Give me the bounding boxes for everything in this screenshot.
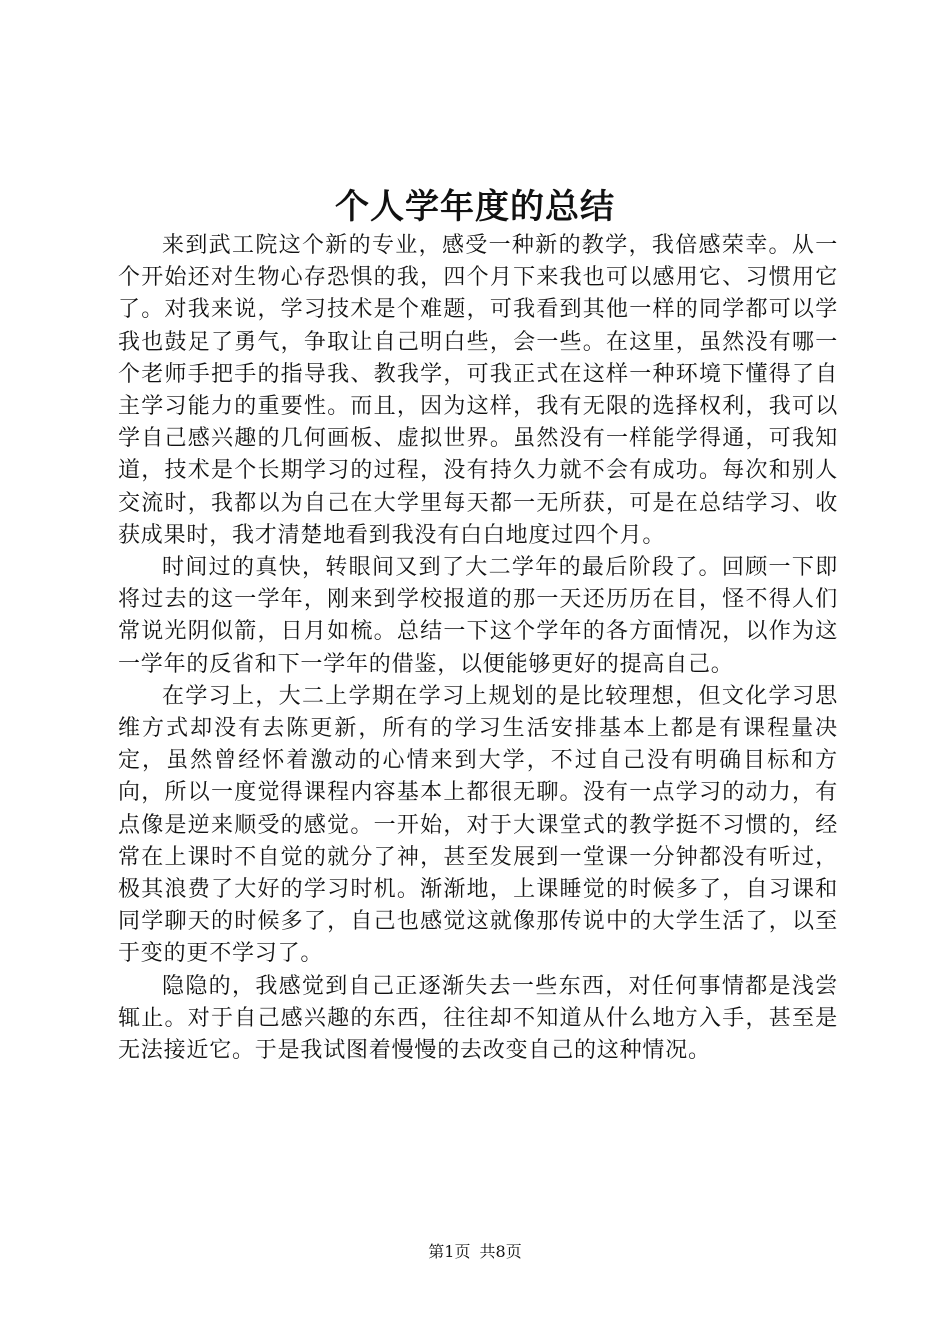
paragraph-1: 来到武工院这个新的专业，感受一种新的教学，我倍感荣幸。从一个开始还对生物心存恐惧的我，四个月下来我也可以感用它、习惯用它了。对我来说，学习技术是个难题，可我看到其他一样的同学都可以学我也鼓足了勇气，争取让自己明白些，会一些。在这里，虽然没有哪一个老师手把手的指导我、教我学，可我正式在这样一种环境下懂得了自主学习能力的重要性。而且，因为这样，我有无限的选择权利，我可以学自己感兴趣的几何画板、虚拟世界。虽然没有一样能学得通，可我知道，技术是个长期学习的过程，没有持久力就不会有成功。每次和别人交流时，我都以为自己在大学里每天都一无所获，可是在总结学习、收获成果时，我才清楚地看到我没有白白地度过四个月。 — [118, 233, 838, 548]
document-title: 个人学年度的总结 — [335, 187, 615, 227]
document-body — [118, 230, 838, 1067]
page-footer — [0, 1240, 950, 1264]
paragraph-2: 时间过的真快，转眼间又到了大二学年的最后阶段了。回顾一下即将过去的这一学年，刚来到学校报道的那一天还历历在目，怪不得人们常说光阴似箭，日月如梳。总结一下这个学年的各方面情况，以作为这一学年的反省和下一学年的借鉴，以便能够更好的提高自己。 — [118, 555, 838, 677]
page-total: 共8页 — [479, 1242, 522, 1261]
page-number: 第1页 — [428, 1242, 471, 1261]
paragraph-4: 隐隐的，我感觉到自己正逐渐失去一些东西，对任何事情都是浅尝辄止。对于自己感兴趣的东西，往往却不知道从什么地方入手，甚至是无法接近它。于是我试图着慢慢的去改变自己的这种情况。 — [118, 973, 838, 1064]
paragraph-3: 在学习上，大二上学期在学习上规划的是比较理想，但文化学习思维方式却没有去陈更新，所有的学习生活安排基本上都是有课程量决定，虽然曾经怀着激动的心情来到大学，不过自己没有明确目标和方向，所以一度觉得课程内容基本上都很无聊。没有一点学习的动力，有点像是逆来顺受的感觉。一开始，对于大课堂式的教学挺不习惯的，经常在上课时不自觉的就分了神，甚至发展到一堂课一分钟都没有听过，极其浪费了大好的学习时机。渐渐地，上课睡觉的时候多了，自习课和同学聊天的时候多了，自己也感觉这就像那传说中的大学生活了，以至于变的更不学习了。 — [118, 683, 838, 967]
